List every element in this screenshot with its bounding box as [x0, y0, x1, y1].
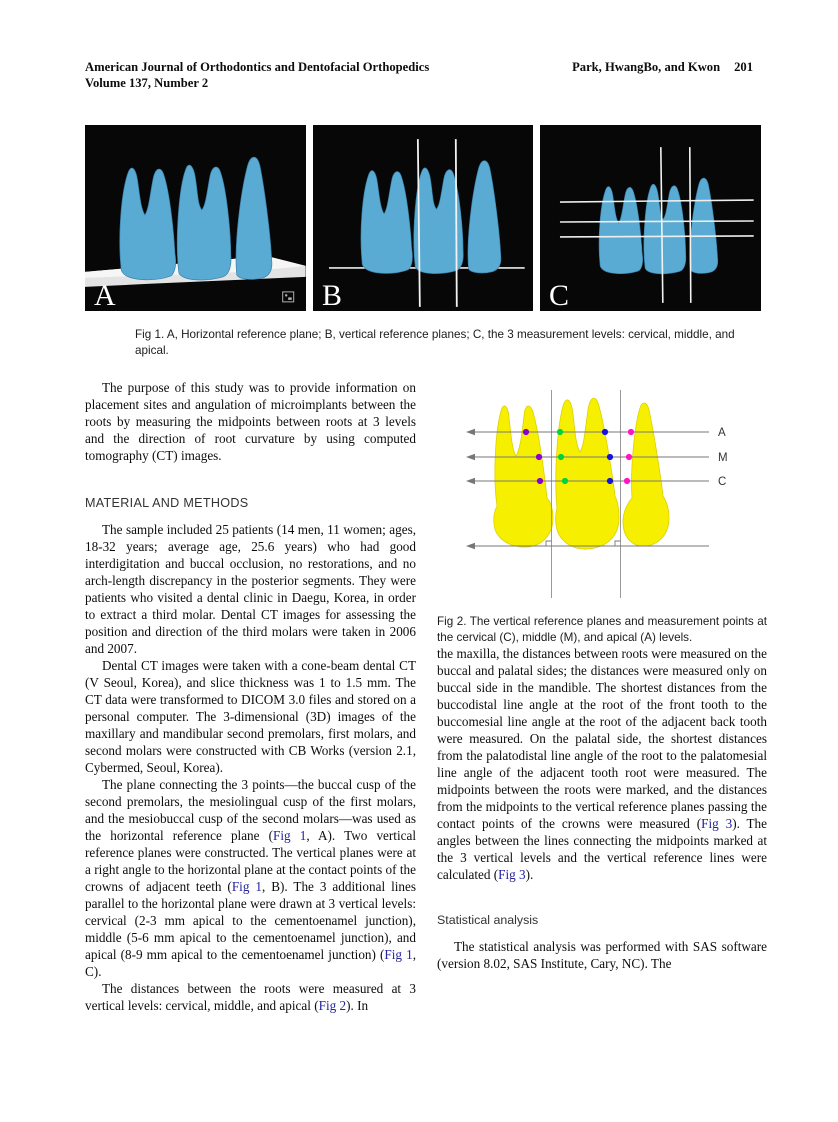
paragraph-sample: [85, 521, 416, 657]
figure-reference-link[interactable]: Fig 1: [384, 947, 413, 962]
journal-title-block: [85, 60, 429, 91]
text-segment: The plane connecting the 3 points—the buccal cusp of the second premolars, the mesiolingual cusp of the first molars, and the mesiobuccal cusp of the second molars—was used as the horizontal reference plane (: [85, 777, 416, 843]
figure-1-panel-c: [540, 125, 761, 311]
text-segment: The sample included 25 patients (14 men, 11 women; ages, 18-32 years; average age, 25.6 years) who had good interdigitation and buccal occlusion, no restorations, and no arch-length discrepancy in the posterior segments. They were patients who visited a dental clinic in Daegu, Korea, in order to extract a third molar. Dental CT images for assessing the position and direction of the third molars were taken in 2006 and 2007.: [85, 522, 416, 656]
section-heading-material-and-methods: MATERIAL AND METHODS: [85, 496, 249, 510]
paragraph-purpose: [85, 379, 416, 464]
figure-reference-link[interactable]: Fig 1: [273, 828, 307, 843]
left-column: [85, 379, 416, 1014]
panel-c-illustration: [540, 125, 761, 311]
text-segment: , C).: [85, 947, 416, 979]
figure-1: [85, 125, 761, 311]
text-segment: ).: [525, 867, 534, 883]
text-segment: The purpose of this study was to provide information on placement sites and angulation of microimplants between the roots by measuring the midpoints between roots at 3 levels and the direction of root curvature by using computed tomography (CT) images.: [85, 380, 416, 463]
figure-1-panel-a: [85, 125, 306, 311]
page-number: 201: [734, 60, 753, 74]
right-column: [437, 378, 767, 972]
paragraph-statistics: [437, 938, 767, 972]
text-segment: The distances between the roots were measured at 3 vertical levels: cervical, middle, and apical (: [85, 981, 416, 1013]
paragraph-measurements-continued: [437, 645, 767, 883]
text-segment: , B). The 3 additional lines parallel to the horizontal plane were drawn at 3 vertical levels: cervical (2-3 mm apical to the cementoenamel junction), middle (5-6 mm apical to the cementoenamel junction), and apical (8-9 mm apical to the cementoenamel junction) (: [85, 879, 416, 962]
authors: Park, HwangBo, and Kwon: [572, 60, 721, 74]
figure-1-panel-b: [313, 125, 534, 311]
figure-2: [437, 378, 767, 606]
level-label-apical: A: [718, 427, 726, 439]
text-segment: ). The angles between the lines connecting the midpoints marked at the 3 vertical levels and the vertical reference lines were calculated (: [437, 816, 768, 883]
paragraph-reference-planes: [85, 776, 416, 980]
text-segment: The statistical analysis was performed with SAS software (version 8.02, SAS Institute, Cary, NC). The: [437, 939, 767, 972]
journal-volume: Volume 137, Number 2: [85, 75, 209, 90]
panel-label-a: A: [93, 278, 116, 311]
figure-2-caption: Fig 2. The vertical reference planes and measurement points at the cervical (C), middle (M), and apical (A) levels.: [437, 615, 767, 644]
level-label-cervical: C: [718, 476, 727, 488]
text-segment: Dental CT images were taken with a cone-beam dental CT (V Seoul, Korea), and slice thickness was 1 to 1.5 mm. The CT data were transformed to DICOM 3.0 files and stored on a personal computer. The 3-dimensional (3D) images of the maxillary and mandibular second premolars, first molars, and second molars were constructed with CB Works (version 2.1, Cybermed, Seoul, Korea).: [85, 658, 416, 775]
figure-reference-link[interactable]: Fig 1: [231, 879, 262, 894]
journal-title: American Journal of Orthodontics and Dentofacial Orthopedics: [85, 60, 430, 74]
authors-pageno-block: [572, 60, 753, 76]
section-heading-statistical-analysis: Statistical analysis: [437, 913, 539, 928]
figure-1-caption: Fig 1. A, Horizontal reference plane; B, vertical reference planes; C, the 3 measurement levels: cervical, middle, and apical.: [135, 328, 735, 357]
paragraph-distances-intro: [85, 980, 416, 1014]
level-label-middle: M: [718, 452, 728, 464]
panel-b-illustration: [313, 125, 534, 311]
figure-2-illustration: [437, 378, 767, 606]
figure-reference-link[interactable]: Fig 2: [318, 998, 347, 1013]
running-head: [85, 60, 753, 91]
text-segment: , A). Two vertical reference planes were constructed. The vertical planes were at a right angle to the horizontal plane at the contact points of the crowns of adjacent teeth (: [85, 828, 416, 894]
panel-a-illustration: [85, 125, 306, 311]
panel-label-c: C: [549, 278, 570, 311]
panel-label-b: B: [321, 278, 342, 311]
figure-reference-link[interactable]: Fig 3: [498, 867, 526, 883]
figure-reference-link[interactable]: Fig 3: [701, 816, 733, 832]
text-segment: the maxilla, the distances between roots were measured on the buccal and palatal sides; the distances were measured only on buccal side in the mandible. The shortest distances from the buccodistal line angle at the root of the front tooth to the buccomesial line angle at the root of the adjacent back tooth were measured. On the palatal side, the shortest distances from the palatodistal line angle of the root to the palatomesial line angle of the adjacent tooth root were measured. The midpoints between the roots were marked, and the distances from the midpoints to the vertical reference planes passing the contact points of the crowns were measured (: [437, 646, 767, 832]
text-segment: ). In: [346, 998, 369, 1013]
paragraph-ct-acquisition: [85, 657, 416, 776]
